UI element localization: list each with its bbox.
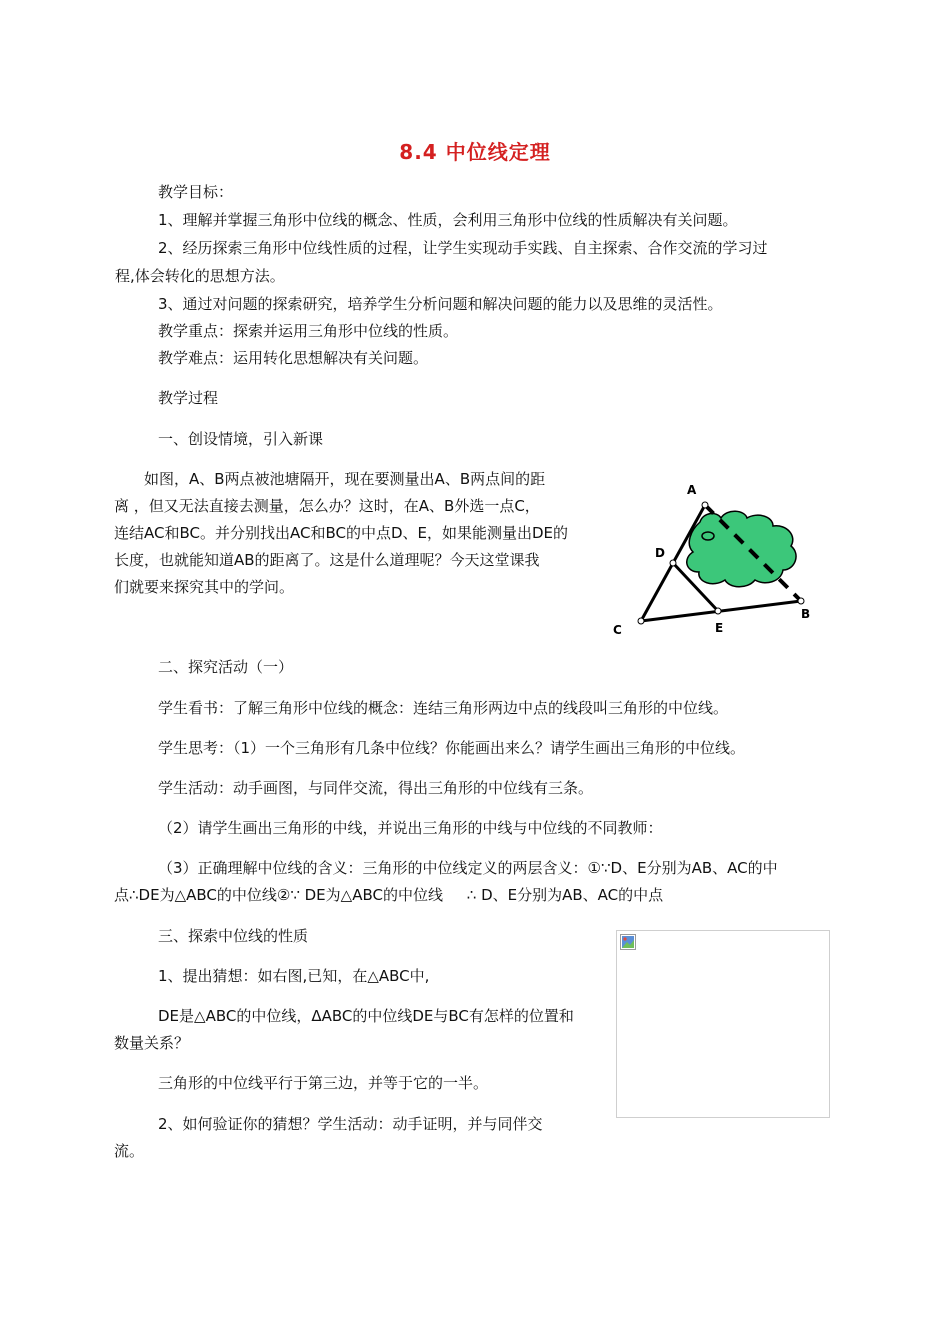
process-heading: 教学过程 [158,389,219,407]
objective-2-cont: 程,体会转化的思想方法。 [115,267,285,285]
label-C: C [613,623,622,637]
objectives-heading: 教学目标： [158,183,234,201]
page-title: 8.4 中位线定理 [399,140,551,164]
section3-heading: 三、探索中位线的性质 [158,927,309,945]
label-D: D [655,546,665,560]
section2-q3-line2: 点∴DE为△ABC的中位线②∵ DE为△ABC的中位线 ∴ D、E分别为AB、AC的中点 [114,886,664,904]
pond-shape [687,511,796,587]
section2-heading: 二、探究活动（一） [158,658,294,676]
section1-heading: 一、创设情境，引入新课 [158,430,324,448]
label-A: A [687,483,697,497]
section2-read: 学生看书：了解三角形中位线的概念：连结三角形两边中点的线段叫三角形的中位线。 [158,699,729,717]
key-point: 教学重点：探索并运用三角形中位线的性质。 [158,322,459,340]
point-B [798,598,804,604]
section1-line-4: 长度，也就能知道AB的距离了。这是什么道理呢？今天这堂课我 [114,551,540,569]
difficulty: 教学难点：运用转化思想解决有关问题。 [158,349,429,367]
section2-think: 学生思考：（1）一个三角形有几条中位线？你能画出来么？请学生画出三角形的中位线。 [158,739,746,757]
section3-line-2: DE是△ABC的中位线，ΔABC的中位线DE与BC有怎样的位置和 [158,1007,574,1025]
point-E [715,608,721,614]
section2-q3-line1: （3）正确理解中位线的含义：三角形的中位线定义的两层含义：①∵D、E分别为AB、AC的中 [158,859,778,877]
section3-line-3: 数量关系？ [114,1034,190,1052]
section3-line-4: 三角形的中位线平行于第三边，并等于它的一半。 [158,1074,489,1092]
section2-activity: 学生活动：动手画图，与同伴交流，得出三角形的中位线有三条。 [158,779,594,797]
section1-line-5: 们就要来探究其中的学问。 [114,578,295,596]
section1-line-2: 离 ，但又无法直接去测量，怎么办？这时，在A、B外选一点C， [114,497,540,515]
section3-line-5: 2、如何验证你的猜想？学生活动：动手证明，并与同伴交 [158,1115,543,1133]
point-C [638,618,644,624]
section1-line-1: 如图，A、B两点被池塘隔开，现在要测量出A、B两点间的距 [144,470,546,488]
point-D [670,560,676,566]
objective-2: 2、经历探索三角形中位线性质的过程，让学生实现动手实践、自主探索、合作交流的学习过 [158,239,768,257]
point-A [702,502,708,508]
section3-line-1: 1、提出猜想：如右图,已知，在△ABC中, [158,967,430,985]
broken-image-icon [620,934,636,950]
section2-q2: （2）请学生画出三角形的中线，并说出三角形的中线与中位线的不同教师： [158,819,663,837]
label-B: B [801,607,811,621]
label-E: E [715,621,724,635]
objective-1: 1、理解并掌握三角形中位线的概念、性质，会利用三角形中位线的性质解决有关问题。 [158,211,738,229]
section3-line-6: 流。 [114,1142,145,1160]
missing-image-frame [616,930,830,1118]
pond-triangle-figure [605,478,820,638]
objective-3: 3、通过对问题的探索研究，培养学生分析问题和解决问题的能力以及思维的灵活性。 [158,295,723,313]
section1-line-3: 连结AC和BC。并分别找出AC和BC的中点D、E，如果能测量出DE的 [114,524,569,542]
